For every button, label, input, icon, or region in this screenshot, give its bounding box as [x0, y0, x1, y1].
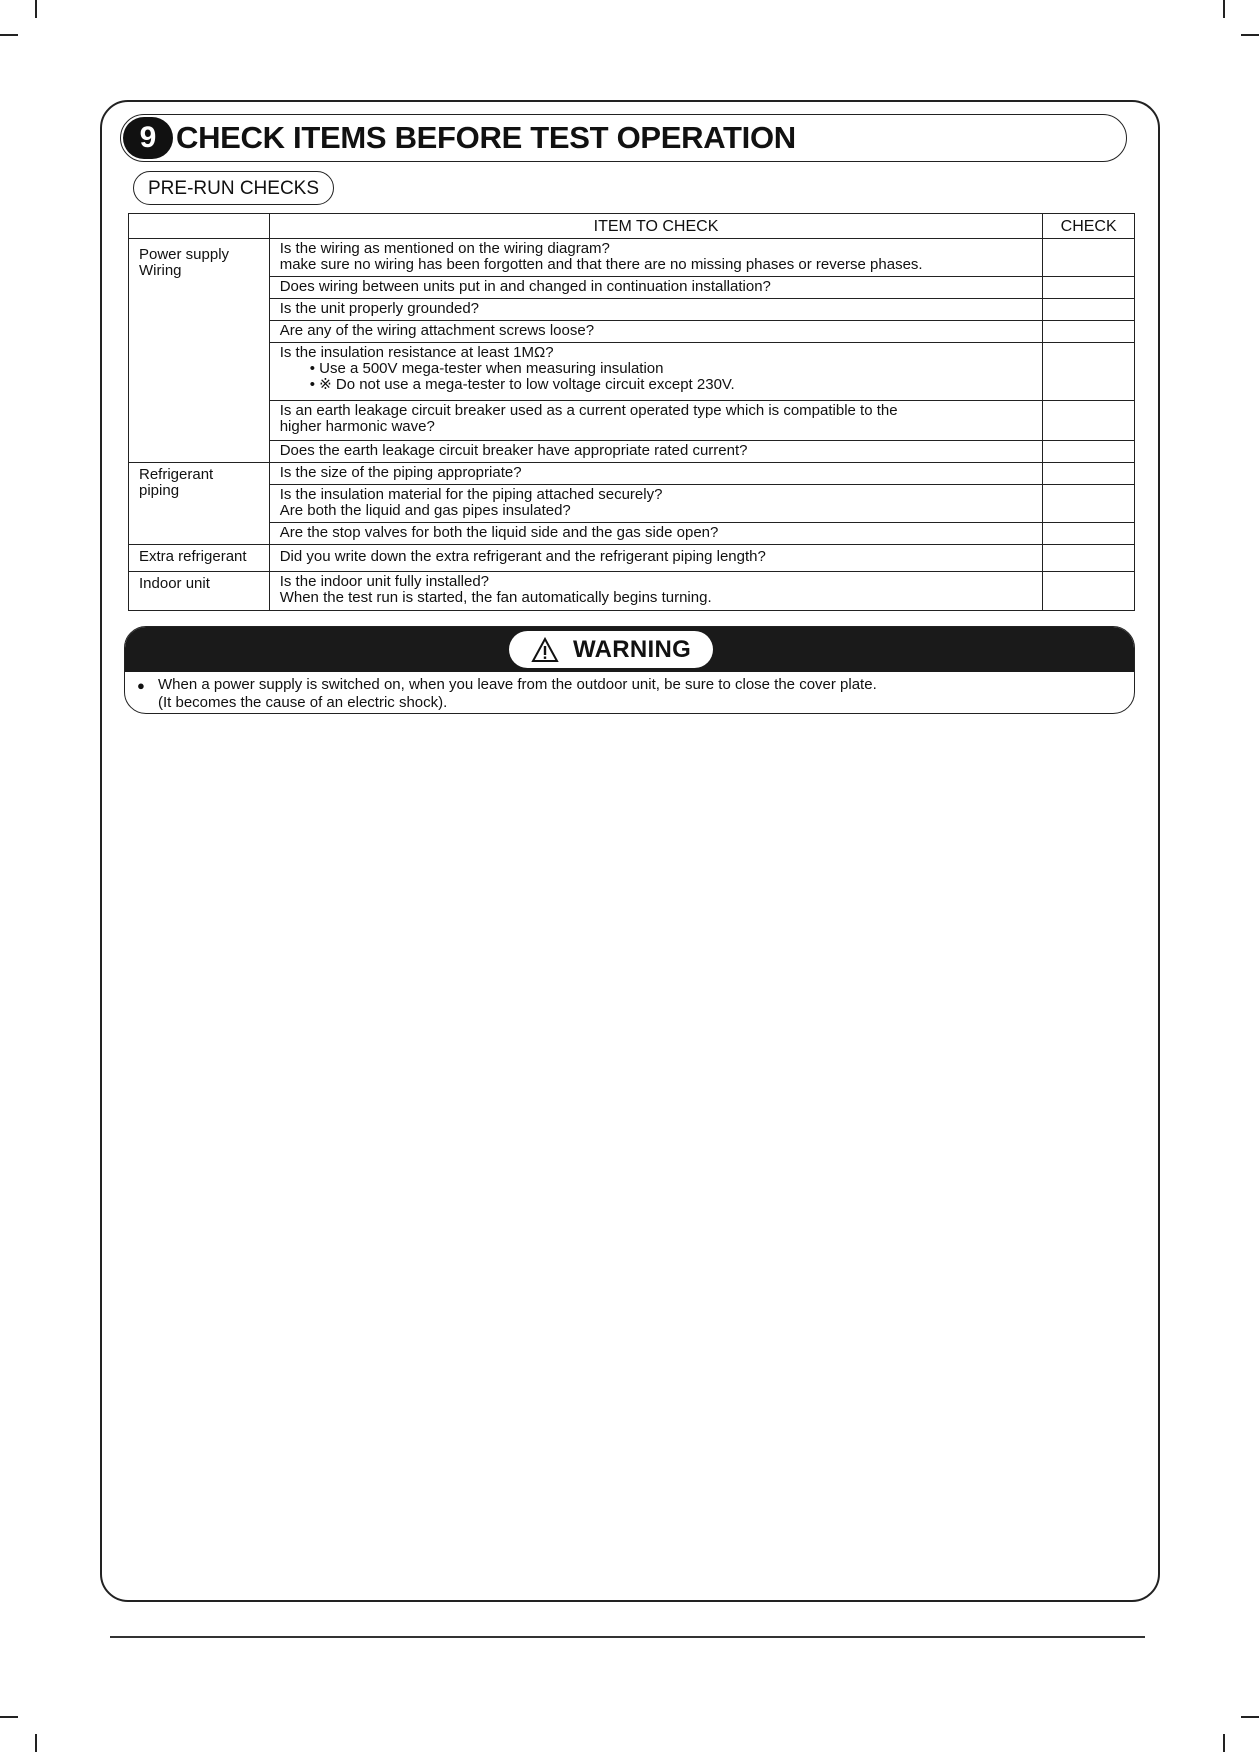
crop-mark — [1223, 1734, 1225, 1752]
table-row — [129, 321, 1135, 343]
crop-mark — [0, 34, 18, 36]
crop-mark — [1241, 34, 1259, 36]
check-item — [269, 239, 1043, 277]
warning-header — [125, 627, 1134, 672]
category-refrigerant-piping — [129, 463, 270, 545]
table-row — [129, 485, 1135, 523]
check-cell[interactable] — [1043, 239, 1135, 277]
item-text: Is the size of the piping appropriate? — [279, 464, 522, 481]
table-header-row — [129, 214, 1135, 239]
item-text: Are both the liquid and gas pipes insulated? — [279, 502, 571, 519]
header-item: ITEM TO CHECK — [269, 214, 1043, 239]
category-label: Wiring — [139, 262, 182, 279]
category-label: Refrigerant — [139, 466, 214, 483]
item-text: When the test run is started, the fan automatically begins turning. — [279, 589, 712, 606]
table-row — [129, 523, 1135, 545]
check-cell[interactable] — [1043, 523, 1135, 545]
table-row — [129, 463, 1135, 485]
warning-body — [125, 672, 1134, 712]
table-row — [129, 277, 1135, 299]
crop-mark — [1223, 0, 1225, 18]
table-row — [129, 299, 1135, 321]
warning-text: When a power supply is switched on, when you leave from the outdoor unit, be sure to close the cover plate. — [158, 676, 877, 693]
section-title: CHECK ITEMS BEFORE TEST OPERATION — [176, 120, 796, 155]
item-text: Is the unit properly grounded? — [279, 300, 480, 317]
category-label: piping — [139, 482, 180, 499]
check-cell[interactable] — [1043, 485, 1135, 523]
crop-mark — [35, 0, 37, 18]
check-cell[interactable] — [1043, 441, 1135, 463]
check-cell[interactable] — [1043, 463, 1135, 485]
table-row — [129, 239, 1135, 277]
table-row — [129, 545, 1135, 572]
check-item — [269, 572, 1043, 611]
item-text: Is the insulation material for the piping attached securely? — [279, 486, 663, 503]
check-cell[interactable] — [1043, 299, 1135, 321]
check-item — [269, 343, 1043, 401]
check-item — [269, 401, 1043, 441]
item-text: Is an earth leakage circuit breaker used as a current operated type which is compatible to the — [279, 402, 898, 419]
check-cell[interactable] — [1043, 321, 1135, 343]
warning-text: (It becomes the cause of an electric shock). — [158, 694, 448, 711]
section-number-badge: 9 — [123, 117, 173, 159]
category-label: Indoor unit — [139, 575, 210, 592]
check-cell[interactable] — [1043, 343, 1135, 401]
check-item — [269, 277, 1043, 299]
check-item — [269, 485, 1043, 523]
crop-mark — [1241, 1716, 1259, 1718]
table-row — [129, 441, 1135, 463]
warning-triangle-icon — [531, 637, 559, 663]
subsection-title: PRE-RUN CHECKS — [133, 171, 334, 205]
check-item — [269, 545, 1043, 572]
item-text: make sure no wiring has been forgotten and that there are no missing phases or reverse phases. — [279, 256, 923, 273]
item-text: Is the wiring as mentioned on the wiring diagram? — [279, 240, 610, 257]
item-text: Is the indoor unit fully installed? — [279, 573, 490, 590]
check-item — [269, 299, 1043, 321]
warning-label-pill — [509, 631, 713, 668]
item-text: Does the earth leakage circuit breaker have appropriate rated current? — [279, 442, 748, 459]
header-check: CHECK — [1043, 214, 1135, 239]
check-item — [269, 463, 1043, 485]
check-cell[interactable] — [1043, 572, 1135, 611]
check-cell[interactable] — [1043, 277, 1135, 299]
header-category — [129, 214, 270, 239]
category-indoor-unit — [129, 572, 270, 611]
check-item — [269, 523, 1043, 545]
table-row — [129, 343, 1135, 401]
table-row — [129, 572, 1135, 611]
footer-rule — [110, 1636, 1145, 1638]
warning-label: WARNING — [572, 635, 692, 663]
category-label: Power supply — [139, 246, 230, 263]
item-text: higher harmonic wave? — [279, 418, 435, 435]
category-extra-refrigerant — [129, 545, 270, 572]
category-power-supply-wiring — [129, 239, 270, 463]
table-row — [129, 401, 1135, 441]
check-item — [269, 441, 1043, 463]
category-label: Extra refrigerant — [139, 548, 247, 565]
crop-mark — [0, 1716, 18, 1718]
bullet-icon: ● — [137, 678, 145, 693]
check-cell[interactable] — [1043, 545, 1135, 572]
item-text: Are the stop valves for both the liquid side and the gas side open? — [279, 524, 719, 541]
crop-mark — [35, 1734, 37, 1752]
item-note: • Use a 500V mega-tester when measuring insulation — [309, 360, 664, 377]
check-cell[interactable] — [1043, 401, 1135, 441]
item-note: • ※ Do not use a mega-tester to low voltage circuit except 230V. — [309, 376, 735, 393]
item-text: Did you write down the extra refrigerant and the refrigerant piping length? — [279, 548, 766, 565]
item-text: Does wiring between units put in and changed in continuation installation? — [279, 278, 771, 295]
check-item — [269, 321, 1043, 343]
check-table — [128, 213, 1135, 611]
item-text: Is the insulation resistance at least 1MΩ? — [279, 344, 554, 361]
warning-box — [124, 626, 1135, 714]
item-text: Are any of the wiring attachment screws loose? — [279, 322, 595, 339]
